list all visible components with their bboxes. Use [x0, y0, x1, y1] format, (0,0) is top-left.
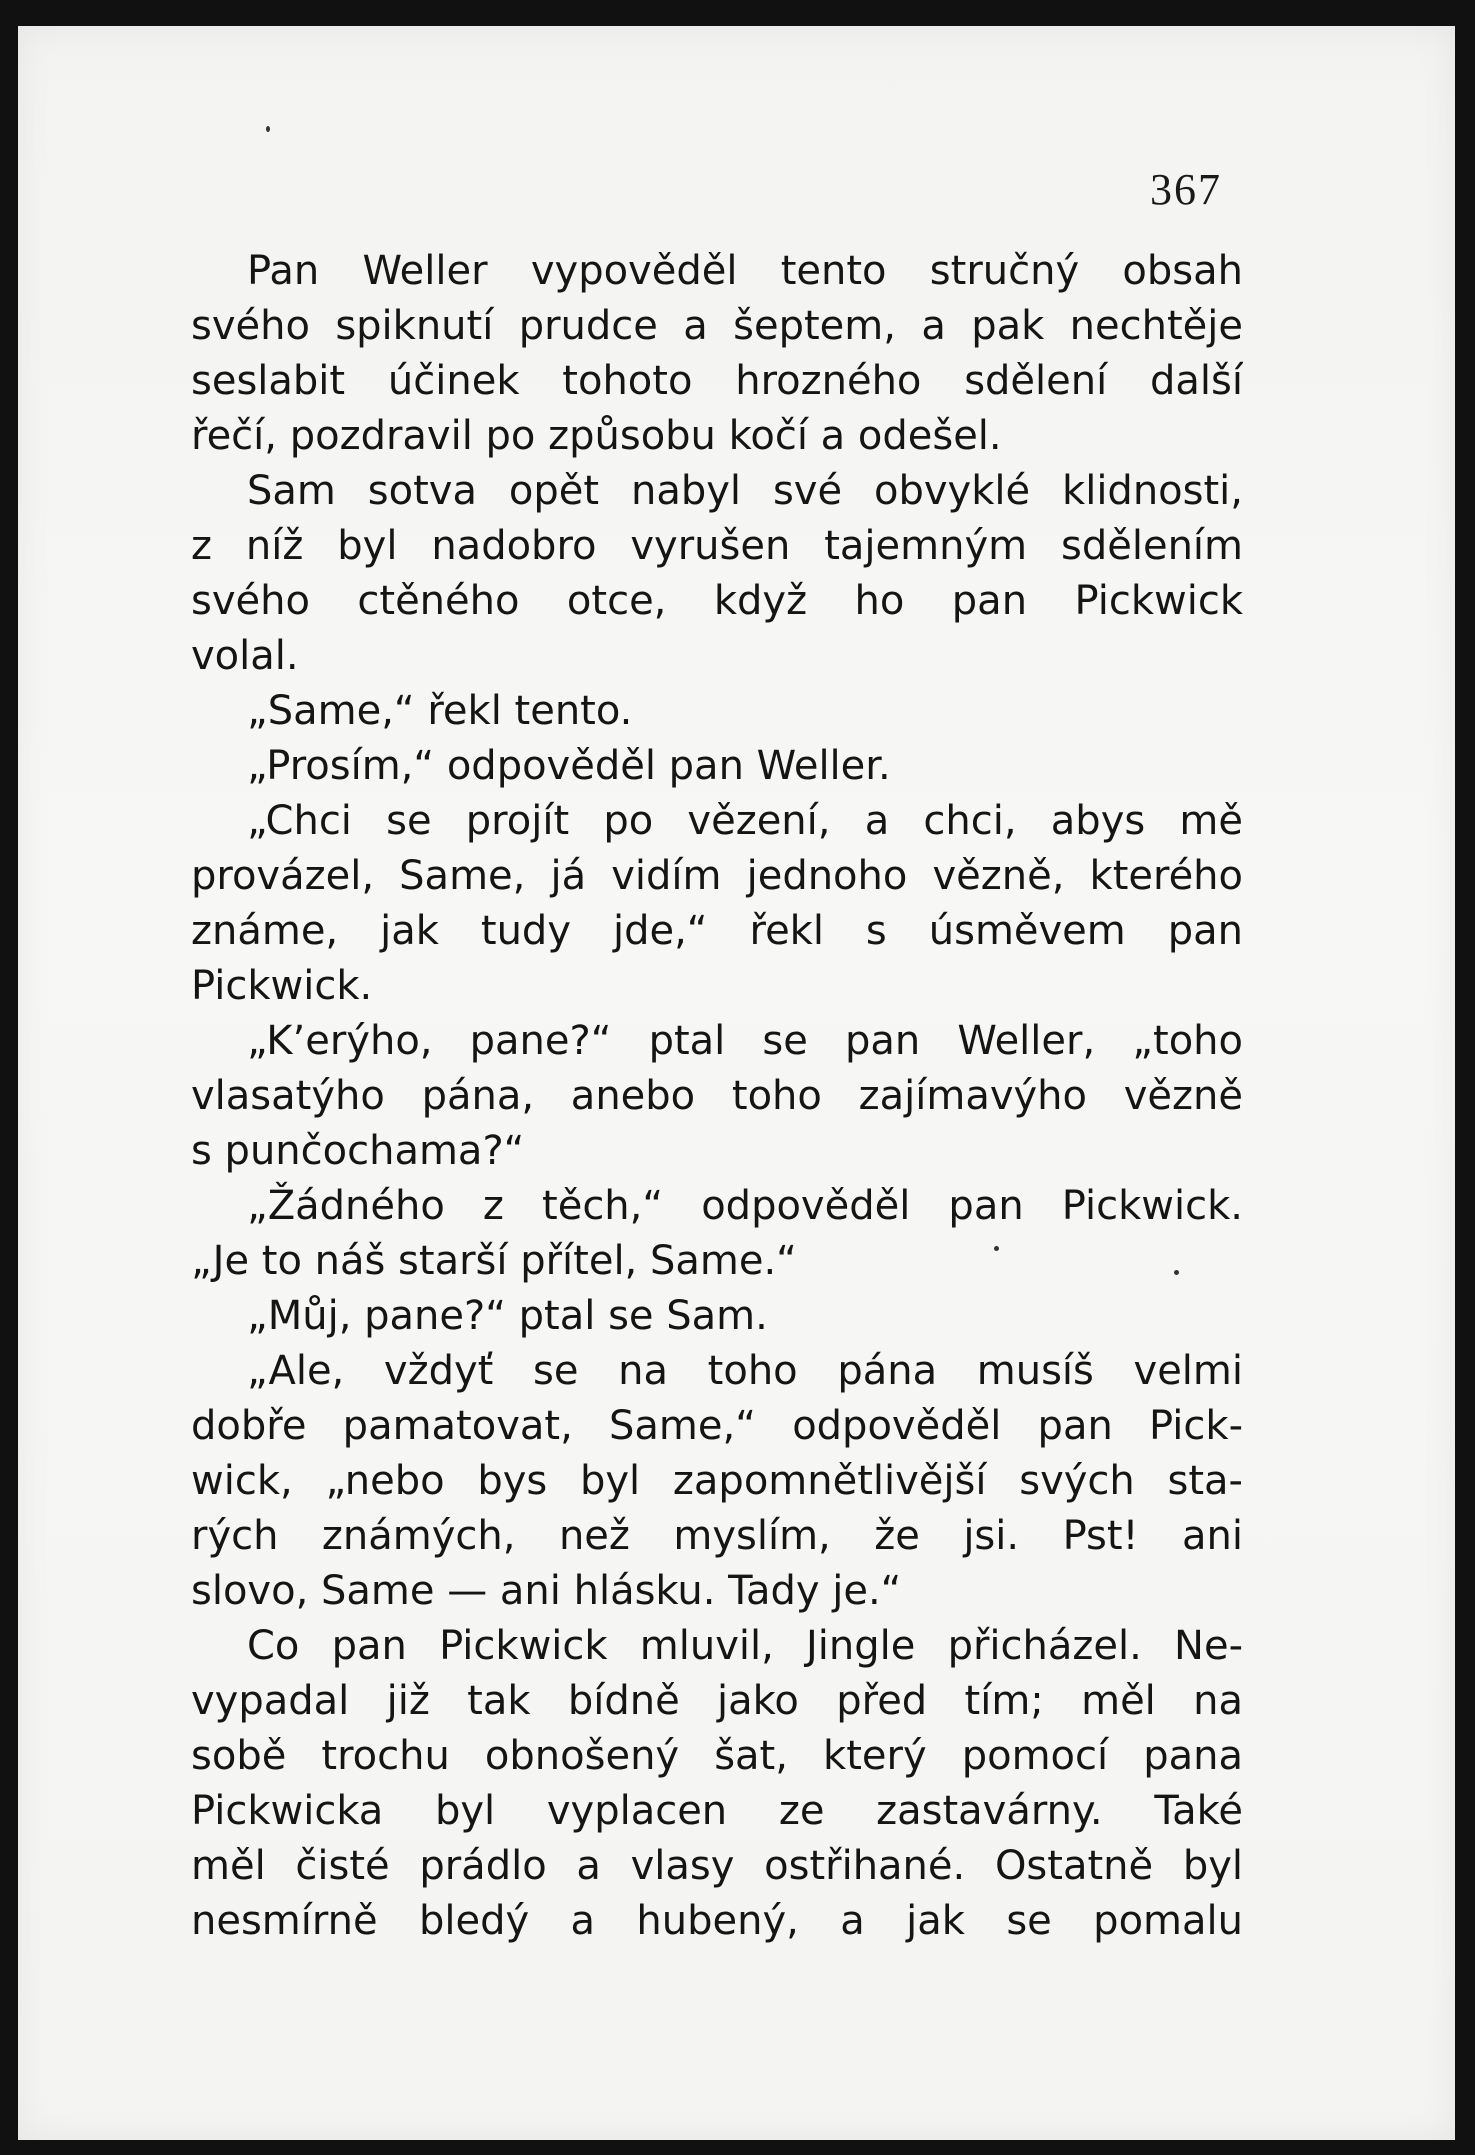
- text-line: dobře pamatovat, Same,“ odpověděl pan Pick-: [191, 1403, 1243, 1449]
- text-line: „Ale, vždyť se na toho pána musíš velmi: [247, 1348, 1243, 1394]
- text-line: seslabit účinek tohoto hrozného sdělení další: [191, 358, 1243, 404]
- ink-speck: [266, 126, 270, 132]
- text-line: wick, „nebo bys byl zapomnětlivější svých sta-: [191, 1458, 1243, 1504]
- page-number: 367: [1150, 165, 1222, 214]
- text-line: „Je to náš starší přítel, Same.“: [191, 1238, 797, 1284]
- text-line: „Same,“ řekl tento.: [247, 688, 633, 734]
- ink-speck: [1174, 1270, 1179, 1275]
- text-line: s punčochama?“: [191, 1128, 525, 1174]
- book-page: [18, 26, 1455, 2140]
- text-line: známe, jak tudy jde,“ řekl s úsměvem pan: [191, 908, 1243, 954]
- text-line: nesmírně bledý a hubený, a jak se pomalu: [191, 1898, 1243, 1944]
- ink-speck: [994, 1246, 999, 1251]
- text-line: slovo, Same — ani hlásku. Tady je.“: [191, 1568, 902, 1614]
- text-line: Pickwicka byl vyplacen ze zastavárny. Také: [191, 1788, 1243, 1834]
- text-line: vypadal již tak bídně jako před tím; měl na: [191, 1678, 1243, 1724]
- text-line: „Chci se projít po vězení, a chci, abys mě: [247, 798, 1243, 844]
- text-line: měl čisté prádlo a vlasy ostřihané. Ostatně byl: [191, 1843, 1243, 1889]
- text-line: Sam sotva opět nabyl své obvyklé klidnosti,: [247, 468, 1243, 514]
- text-line: sobě trochu obnošený šat, který pomocí pana: [191, 1733, 1243, 1779]
- text-line: svého ctěného otce, když ho pan Pickwick: [191, 578, 1243, 624]
- body-text: [191, 244, 1243, 1949]
- text-line: svého spiknutí prudce a šeptem, a pak nechtěje: [191, 303, 1243, 349]
- text-line: řečí, pozdravil po způsobu kočí a odešel.: [191, 413, 1002, 459]
- text-line: „Můj, pane?“ ptal se Sam.: [247, 1293, 768, 1339]
- text-line: „Žádného z těch,“ odpověděl pan Pickwick.: [247, 1183, 1243, 1229]
- text-line: z níž byl nadobro vyrušen tajemným sdělením: [191, 523, 1243, 569]
- text-line: vlasatýho pána, anebo toho zajímavýho vězně: [191, 1073, 1243, 1119]
- text-line: „K’erýho, pane?“ ptal se pan Weller, „toho: [247, 1018, 1243, 1064]
- text-line: Pan Weller vypověděl tento stručný obsah: [247, 248, 1243, 294]
- text-line: volal.: [191, 633, 299, 679]
- text-line: Co pan Pickwick mluvil, Jingle přicházel. Ne-: [247, 1623, 1243, 1669]
- text-line: rých známých, než myslím, že jsi. Pst! ani: [191, 1513, 1243, 1559]
- text-line: provázel, Same, já vidím jednoho vězně, kterého: [191, 853, 1243, 899]
- text-line: Pickwick.: [191, 963, 373, 1009]
- text-line: „Prosím,“ odpověděl pan Weller.: [247, 743, 891, 789]
